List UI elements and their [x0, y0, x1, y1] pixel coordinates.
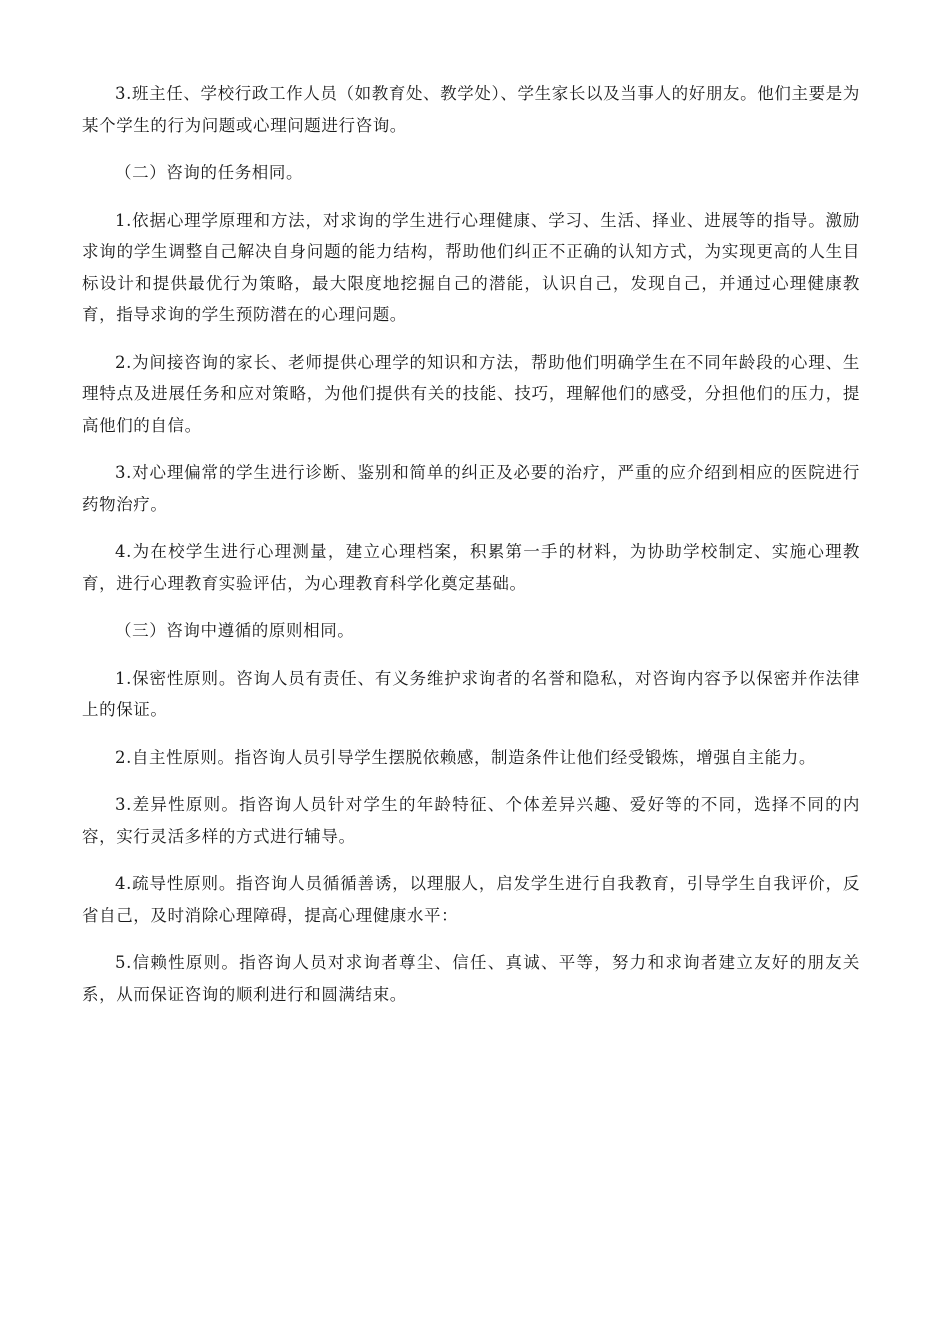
paragraph-principle-3: 3.差异性原则。指咨询人员针对学生的年龄特征、个体差异兴趣、爱好等的不同，选择不同的内容，实行灵活多样的方式进行辅导。: [82, 795, 860, 846]
section-heading-principles: （三）咨询中遵循的原则相同。: [115, 621, 355, 640]
paragraph-task-4: 4.为在校学生进行心理测量，建立心理档案，积累第一手的材料，为协助学校制定、实施心理教育，进行心理教育实验评估，为心理教育科学化奠定基础。: [82, 542, 860, 593]
paragraph-principle-2: 2.自主性原则。指咨询人员引导学生摆脱依赖感，制造条件让他们经受锻炼，增强自主能力。: [115, 747, 816, 767]
paragraph-item-3-participants: 3.班主任、学校行政工作人员（如教育处、教学处）、学生家长以及当事人的好朋友。他们主要是为某个学生的行为问题或心理问题进行咨询。: [82, 84, 860, 135]
paragraph-task-2: 2.为间接咨询的家长、老师提供心理学的知识和方法，帮助他们明确学生在不同年龄段的心理、生理特点及进展任务和应对策略，为他们提供有关的技能、技巧，理解他们的感受，分担他们的压力，提高他们的自信。: [82, 352, 860, 435]
paragraph-principle-4: 4.疏导性原则。指咨询人员循循善诱，以理服人，启发学生进行自我教育，引导学生自我评价，反省自己，及时消除心理障碍，提高心理健康水平：: [82, 874, 860, 925]
paragraph-task-1: 1.依据心理学原理和方法，对求询的学生进行心理健康、学习、生活、择业、进展等的指导。激励求询的学生调整自己解决自身问题的能力结构，帮助他们纠正不正确的认知方式，为实现更高的人生目标设计和提供最优行为策略，最大限度地挖掘自己的潜能，认识自己，发现自己，并通过心理健康教育，指导求询的学生预防潜在的心理问题。: [82, 210, 860, 324]
paragraph-principle-1: 1.保密性原则。咨询人员有责任、有义务维护求询者的名誉和隐私，对咨询内容予以保密并作法律上的保证。: [82, 668, 860, 719]
paragraph-principle-5: 5.信赖性原则。指咨询人员对求询者尊尘、信任、真诚、平等，努力和求询者建立友好的朋友关系，从而保证咨询的顺利进行和圆满结束。: [82, 953, 860, 1004]
paragraph-task-3: 3.对心理偏常的学生进行诊断、鉴别和简单的纠正及必要的治疗，严重的应介绍到相应的医院进行药物治疗。: [82, 463, 860, 514]
section-heading-tasks: （二）咨询的任务相同。: [115, 163, 304, 182]
document-page: [82, 78, 860, 1026]
